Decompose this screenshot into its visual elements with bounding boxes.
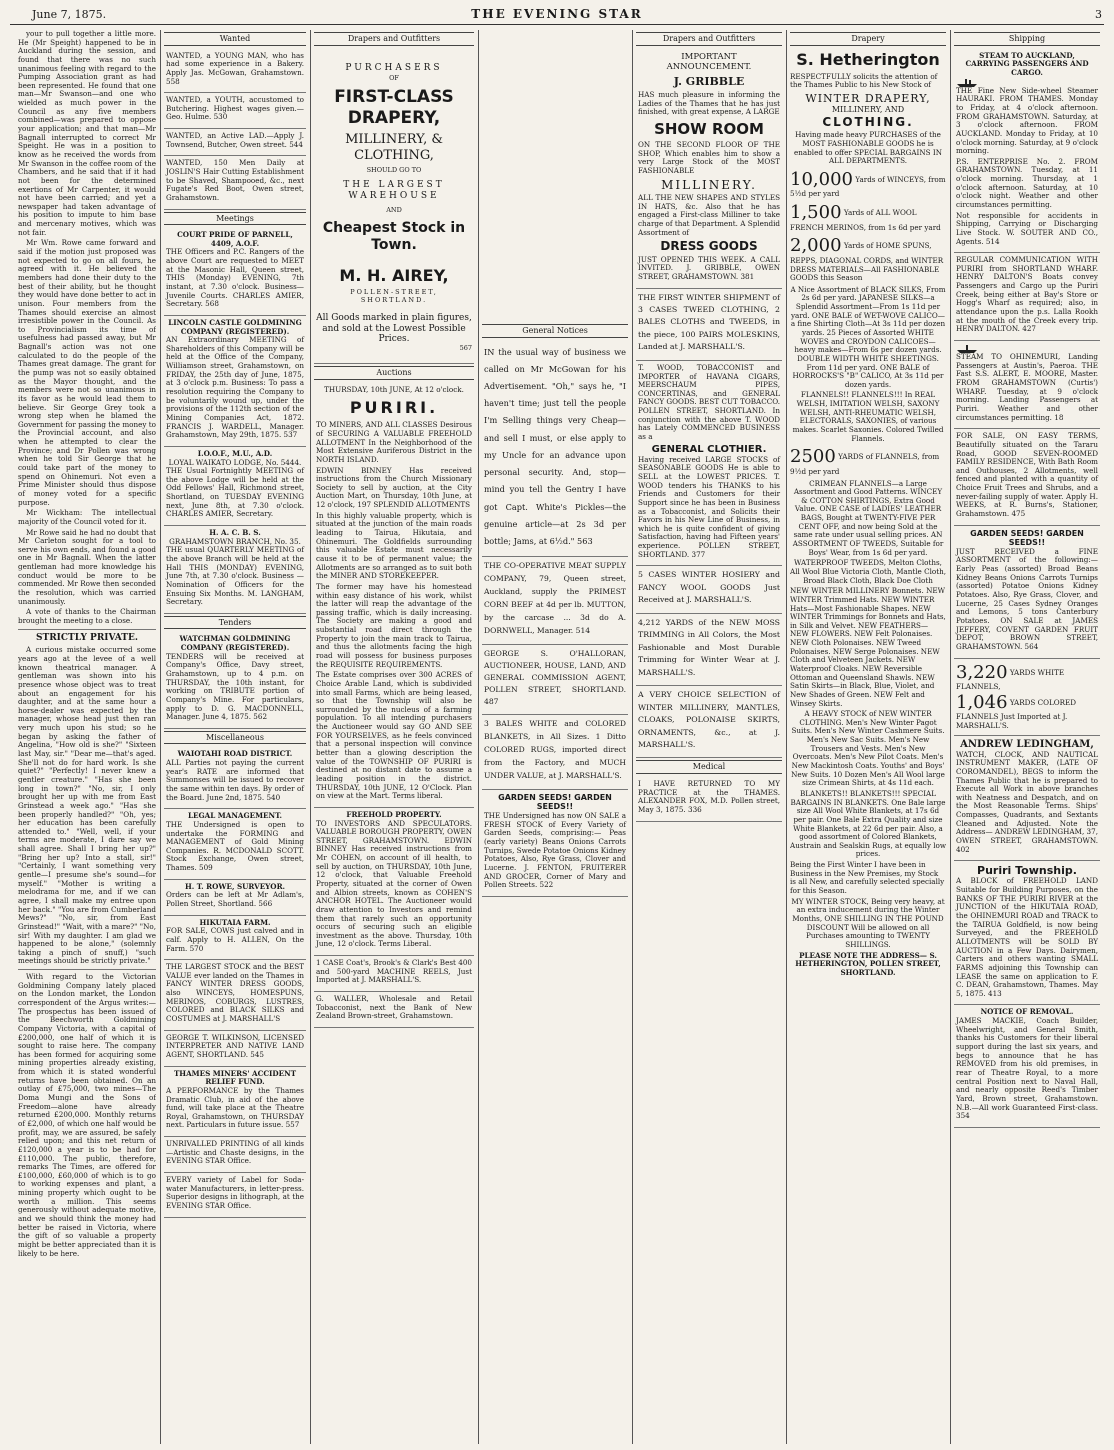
auction-notice — [314, 808, 474, 956]
notice-text: THE CO-OPERATIVE MEAT SUPPLY COMPANY, 79, Queen street, Auckland, supply the PRIMEST CORN BEEF at 4d per lb. MUTTON, by the carcase ... 3d do A. DORNWELL, Manager. 514 — [484, 561, 626, 635]
column-rule — [786, 30, 787, 1444]
yardage-text: Yards of ALL WOOL FRENCH MERINOS, from 1s 6d per yard — [790, 207, 941, 232]
notice-heading: GARDEN SEEDS! GARDEN SEEDS!! — [970, 528, 1084, 548]
auctioneer-card — [482, 645, 628, 716]
auction-heading: FREEHOLD PROPERTY. — [346, 809, 442, 819]
ad-text: HAS much pleasure in informing the Ladies of the Thames that he has just finished, with great expense, A LARGE — [638, 90, 780, 117]
auction-text: TO MINERS, AND ALL CLASSES Desirous of SECURING A VALUABLE FREEHOLD ALLOTMENT In the Neighborhood of the Most Extensive Auriferous District in the NORTH ISLAND. — [316, 420, 472, 464]
meat-supply-notice — [482, 557, 628, 644]
article-paragraph: Mr Rowe said he had no doubt that Mr Carleton sought for a tool to serve his own ends, and found a good one in Mr Bagnall. When the latter gentleman had more knowledge his conduct would be more to be commended. Mr Rowe then seconded the resolution, which was carried unanimously. — [18, 527, 156, 606]
marshall-hosiery-ad — [636, 566, 782, 613]
notice-text: A BLOCK of FREEHOLD LAND Suitable for Building Purposes, on the BANKS OF THE PURIRI RIVER at the JUNCTION of the HIKUTAIA ROAD, the OHINEMURI ROAD and TRACK to the TAIRUA Goldfield, is now being Surveyed, and the FREEHOLD ALLOTMENTS will be SOLD BY AUCTION in a Few Days. Dairymen, Carters and others wanting SMALL FARMS adjoining this Township can LEASE the same on application to F. C. DEAN, Grahamstown, Thames. May 5, 1875. 413 — [956, 876, 1098, 998]
yardage-number: 1,500 — [790, 202, 842, 224]
auction-text: EDWIN BINNEY Has received instructions from the Church Missionary Society to sell by auction, at the City Auction Mart, on Thursday, 10th June, at 12 o'clock, 197 SPLENDID ALLOTMENTS — [316, 465, 472, 510]
ad-text: MY WINTER STOCK, Being very heavy, at an extra inducement during the Winter Months, ONE SHILLING IN THE POUND DISCOUNT Will be allowed on all Purchases amounting to TWENTY SHILLINGS. — [791, 896, 945, 949]
ledingham-notice — [954, 736, 1100, 862]
property-sale-notice — [954, 429, 1100, 525]
ad-text: BLANKETS!! BLANKETS!!! SPECIAL BARGAINS IN BLANKETS. One Bale large size All Wool White Blankets, at 17s 6d per pair. One Bale Extra Quality and size White Blankets, at 22 6d per pair. Also, a good assortment of Colored Blankets, Austrain and Sealskin Rugs, at equally low prices. — [790, 788, 946, 859]
meeting-notice — [164, 228, 306, 316]
announcement-heading: IMPORTANT ANNOUNCEMENT. — [666, 51, 752, 72]
notice-text: UNRIVALLED PRINTING of all kinds —Artistic and Chaste designs, in the EVENING STAR Office. — [166, 1139, 304, 1166]
misc-notice — [164, 916, 306, 961]
marshall-ad — [314, 956, 474, 992]
ad-text: WANTED, a YOUTH, accustomed to Butchering. Highest wages given.—Geo. Hulme. 530 — [166, 95, 304, 122]
notice-subheading: LOYAL WAIKATO LODGE, No. 5444. — [168, 457, 302, 467]
notice-heading: GARDEN SEEDS! GARDEN SEEDS!! — [498, 792, 612, 812]
meeting-notice — [164, 526, 306, 614]
yardage-number: 3,220 — [956, 661, 1008, 683]
column-rule — [160, 30, 161, 1444]
auction-text: The Estate comprises over 300 ACRES of Choice Arable Land, which is subdivided into small Farms, which are being leased, so that the Township will also be surrounded by the nucleus of a farming population. To all intending purchasers the Auctioneer would say GO AND SEE FOR YOURSELVES, as he feels convinced that a personal inspection will convince better than a glowing description the value of the TOWNSHIP OF PURIRI is destined at no distant date to assume a leading position in the district. THURSDAY, 10th JUNE, 12 O'Clock. Plan on view at the Mart. Terms liberal. — [316, 670, 472, 801]
ad-number: 567 — [459, 344, 472, 353]
ad-text: ALL THE NEW SHAPES AND STYLES IN HATS, &c. Also that he has engaged a First-class Milliner to take charge of that Department. A Splendid Assortment of — [638, 193, 780, 237]
section-header-drapers: Drapers and Outfitters — [636, 32, 782, 46]
yardage-text: YARDS WHITE FLANNELS, — [956, 667, 1065, 692]
notice-text: 3 BALES WHITE and COLORED BLANKETS, in All Sizes. 1 Ditto COLORED RUGS, imported direct from the Factory, and MUCH UNDER VALUE, at J. MARSHALL'S. — [484, 719, 626, 780]
notice-text: FOR SALE, ON EASY TERMS, Beautifully situated on the Tararu Road, GOOD SEVEN-ROOMED FAMILY RESIDENCE, With Bath Room and Outhouses, 2 Allotments, well fenced and planted with a quantity of Choice Fruit Trees and Shrubs, and a never-failing supply of water. Apply H. WEEKS, at R. Burns's, Stationer, Grahamstown. 475 — [956, 431, 1098, 518]
notice-subheading: GRAHAMSTOWN BRANCH, No. 35. — [169, 536, 301, 546]
yardage-number: 10,000 — [790, 168, 853, 190]
yardage-text: Yards of WINCEYS, from 5½d per yard — [790, 174, 946, 199]
marshall-trimming-ad — [636, 614, 782, 686]
drapery-column — [790, 30, 946, 1444]
article-paragraph: Mr Wickham: The intellectual majority of the Council voted for it. — [18, 508, 156, 526]
millinery-clothing-heading: MILLINERY, & CLOTHING, — [345, 131, 443, 163]
and-text: AND — [386, 205, 402, 214]
ad-text: THE FIRST WINTER SHIPMENT of 3 CASES TWEED CLOTHING, 2 BALES CLOTHS and TWEEDS, in the piece, 100 PAIRS MOLESKINS, Landed at J. MARSHALL'S. — [638, 292, 780, 352]
column-rule — [950, 30, 951, 1444]
misc-notice — [164, 1031, 306, 1067]
wood-advertisement — [636, 361, 782, 566]
news-column — [18, 30, 156, 1444]
notice-text: A PERFORMANCE by the Thames Dramatic Club, in aid of the above fund, will take place at the Theatre Royal, Grahamstown, on THURSDAY next. Particulars in future issue. 557 — [166, 1085, 304, 1130]
auction-title: PURIRI. — [349, 398, 439, 418]
merchant-name: ANDREW LEDINGHAM, — [960, 738, 1094, 750]
notice-text: THE Undersigned is open to undertake the FORMING and MANAGEMENT of Gold Mining Companies. R. MCDONALD SCOTT. Stock Exchange, Owen street, Thames. 509 — [166, 819, 304, 873]
boat-notice — [954, 253, 1100, 341]
section-header-miscellaneous: Miscellaneous — [164, 731, 306, 745]
medical-notice — [636, 777, 782, 822]
merchant-address: POLLEN-STREET, SHORTLAND. — [350, 288, 438, 304]
issue-date: June 7, 1875. — [32, 8, 107, 21]
notice-text: REGULAR COMMUNICATION WITH PURIRI from SHORTLAND WHARF. HENRY DALTON'S Boats convey Passengers and Cargo up the Puriri Creek, being either at Bay's Store or Hogg's Wharf as required; also, in attendance upon the p.s. Lalla Rookh at the mouth of the Creek every trip. HENRY DALTON. 427 — [956, 255, 1098, 334]
of-text: OF — [389, 74, 399, 83]
drapers-column — [636, 30, 782, 1444]
shipping-column — [954, 30, 1100, 1444]
classified-ad — [164, 129, 306, 156]
ad-text: G. WALLER, Wholesale and Retail Tobacconist, next the Bank of New Zealand Brown-street, Grahamstown. — [316, 994, 472, 1021]
yardage-text: YARDS COLORED FLANNELS Just Imported at J. MARSHALL'S. — [956, 697, 1077, 730]
notice-heading: LEGAL MANAGEMENT. — [187, 811, 283, 821]
page-header — [10, 4, 1104, 25]
notice-heading: I.O.O.F., M.U., A.D. — [197, 448, 273, 458]
gribble-advertisement — [636, 49, 782, 289]
column-rule — [632, 30, 633, 1444]
yardage-line — [790, 202, 946, 232]
notice-text: GEORGE S. O'HALLORAN, AUCTIONEER, HOUSE, LAND, AND GENERAL COMMISSION AGENT, POLLEN STREET, SHORTLAND. 487 — [484, 648, 626, 707]
notice-text: JUST RECEIVED a FINE ASSORTMENT of the following:— Early Peas (assorted) Broad Beans Kidney Beans Onions Carrots Turnips (assorted) Potatoe Onions Kidney Potatoes. Also, Rye Grass, Clover, and Lucerne, 25 Cases Sydney Oranges and Lemons, 5 tons Canterbury Potatoes. ON SALE at JAMES JEFFERY, COVENT GARDEN FRUIT DEPOT, BROWN STREET, GRAHAMSTOWN. 564 — [956, 546, 1098, 651]
auction-date: THURSDAY, 10th JUNE, At 12 o'clock. — [324, 384, 464, 394]
ad-text: 5 CASES WINTER HOSIERY and FANCY WOOL GOODS Just Received at J. MARSHALL'S. — [638, 570, 780, 605]
ad-text: A Nice Assortment of BLACK SILKS, From 2s 6d per yard. JAPANESE SILKS—a Splendid Assortment—From 1s 11d per yard. ONE BALE of WET-WOVE CALICO—a fine Shirting Cloth—At 3s 11d per dozen yards. 25 Pieces of Assorted WHITE WOVES and CROYDON CALICOES—heavy makes—From 6s per dozen yards. DOUBLE WIDTH WHITE SHEETINGS. From 11d per yard. ONE BALE of HORROCKS'S "B" CALICO, At 3s 11d per dozen yards. — [790, 284, 946, 389]
ad-text: JUST OPENED THIS WEEK. A CALL INVITED. J. GRIBBLE, OWEN STREET, GRAHAMSTOWN. 381 — [638, 254, 780, 281]
column-rule — [478, 30, 479, 1444]
merchant-name: J. GRIBBLE — [673, 74, 745, 88]
yardage-number: 2500 — [790, 446, 836, 468]
section-header-meetings: Meetings — [164, 212, 306, 226]
yardage-line — [790, 446, 946, 476]
yardage-line — [956, 662, 1098, 692]
article-paragraph: Mr Wm. Rowe came forward and said if the motion just proposed was not expected to go on all fours, he agreed with it. He believed the members had done their duty to the best of their ability, but he thought they would have done better to act in unison. Four members from the Thames should exercise an almost irresistible power in the Council. As to Provincialism its time of usefulness had passed away, but Mr Bagnall's action was not one calculated to do the people of the Thames great damage. The grant for the pump was not so easily obtained as the Mayor thought, and the members were not so unanimous in its favor as he would lead them to believe. Sir George Grey took a wrong step when he blamed the Government for passing the money to the Provincial account, and also when he attempted to clear the Province; and Dr Pollen was wrong when he told Sir George that he could take part of the money to spend on Ohinemuri. Not even a Prime Minister should thus dispose of money voted for a specific purpose. — [18, 238, 156, 507]
section-header-general-notices: General Notices — [482, 324, 628, 338]
notice-heading: HIKUTAIA FARM. — [199, 917, 271, 927]
misc-notice — [164, 880, 306, 916]
notice-text: THE Undersigned has now ON SALE a FRESH STOCK of Every Variety of Garden Seeds, comprising:— Peas (early variety) Beans Onions Carrots Turnips, Swede Potatoe Onions Kidney Potatoes, Also, Rye Grass, Clover and Lucerne. J. FENTON, FRUITERER AND GROCER, Corner of Mary and Pollen Streets. 522 — [484, 811, 626, 890]
misc-notice — [164, 747, 306, 809]
ad-text: Being the First Winter I have been in Business in the New Premises, my Stock is all New, and carefully selected specially for this Season. — [790, 860, 945, 896]
steamer-notice — [954, 49, 1100, 254]
notice-heading: NOTICE OF REMOVAL. — [980, 1007, 1074, 1017]
notice-text: FOR SALE, COWS just calved and in calf. Apply to H. ALLEN, On the Farm. 570 — [166, 926, 304, 953]
puriri-township-notice — [954, 861, 1100, 1005]
yardage-line — [790, 235, 946, 283]
notice-text: Orders can be left at Mr Adlam's, Pollen Street, Shortland. 566 — [166, 890, 304, 908]
notice-text: P.S. ENTERPRISE No. 2. FROM GRAHAMSTOWN. Tuesday, at 11 o'clock morning. Thursday, at 1 o'clock afternoon. Saturday, at 10 o'clock night. Weather and other circumstances permitting. — [956, 156, 1098, 209]
column-rule — [310, 30, 311, 1444]
section-header-wanted: Wanted — [164, 32, 306, 46]
mcgowan-notice — [482, 341, 628, 558]
misc-notice — [164, 1173, 306, 1218]
notice-heading: H. A. C. B. S. — [209, 528, 261, 538]
ad-text: CRIMEAN FLANNELS—a Large Assortment and Good Patterns. WINCEY & COTTON SHIRTINGS, Extra Good Value. ONE CASE of LADIES' LEATHER BAGS, Bought at TWENTY-FIVE PER CENT OFF, and now being Sold at the same rate under usual selling prices. AN ASSORTMENT OF TWEEDS, Suitable for Boys' Wear, from 1s 6d per yard. — [792, 478, 944, 557]
ad-text: Having received LARGE STOCKS of SEASONABLE GOODS He is able to SELL at the LOWEST PRICES. T. WOOD tenders his THANKS to his Friends and Customers for their Support since he has been in Business as a Tobacconist, and Solicits their Favors in his New Line of Business, in which he is quite confident of giving Satisfaction, having had Fifteen years' experience. POLLEN STREET, SHORTLAND. 377 — [638, 454, 780, 559]
notice-heading: H. T. ROWE, SURVEYOR. — [184, 881, 286, 891]
ad-text: A HEAVY STOCK of NEW WINTER CLOTHING. Men's New Winter Pagot Suits. Men's New Winter Cashmere Suits. Men's New Sac Suits. Men's New Trousers and Vests. Men's New Overcoats. Men's New Pilot Coats. Men's New Mackintosh Coats. Youths' and Boys' New Suits. 10 Dozen Men's All Wool large size Crimean Shirts, at 4s 11d each. — [791, 709, 945, 788]
notice-heading: COURT PRIDE OF PARNELL, 4409, A.O.F. — [177, 230, 293, 248]
auction-text: TO INVESTORS AND SPECULATORS. VALUABLE BOROUGH PROPERTY, OWEN STREET, GRAHAMSTOWN. EDWIN BINNEY Has received instructions from Mr COHEN, on account of ill health, to sell by auction, on THURSDAY, 10th June, 12 o'clock, that Valuable Freehold Property, situated at the corner of Owen and Albion streets, known as COHEN'S ANCHOR HOTEL. The Auctioneer would draw attention to Investors and remind them that rarely such an opportunity occurs of securing such an eligible investment as the above. Thursday, 10th June, 12 o'clock. Terms Liberal. — [316, 818, 472, 949]
notice-text: ALL Parties not paying the current year's RATE are informed that Summonses will be issued to recover the same within ten days. By order of the Board. June 2nd, 1875. 540 — [166, 758, 304, 802]
ad-text: 4,212 YARDS of the NEW MOSS TRIMMING in All Colors, the Most Fashionable and Most Durable Trimming for Winter Wear at J. MARSHALL'S. — [638, 617, 780, 677]
article-paragraph: your to pull together a little more. He (Mr Speight) happened to be in Auckland during the session, and found that there was no such unanimous feeling with regard to the Pumping Association grant as had been represented. He found that one man—Mr Swanson—and one who wielded as much power in the Council as any five members combined—was prepared to oppose your application; and that man—Mr Bagnall interrupted to correct Mr Speight. He was in a position to know as he received the words from Mr Swanson in the coffee room of the Chambers, and he said that if it had not been for the determined exertions of Mr Carpenter, it would not have been carried; and yet a newspaper had taken advantage of his position to impute to him base and mercenary motives, which was not fair. — [18, 30, 156, 237]
removal-notice — [954, 1005, 1100, 1127]
auction-text: In this highly valuable property, which is situated at the junction of the main roads leading to Tairua, Hikutaia, and Ohinemuri. The Goldfields surrounding this valuable Estate must necessarily cause it to be of permanent value; the Allotments are so arranged as to suit both the MINER AND STOREKEEPER. — [316, 510, 472, 581]
notice-text: EVERY variety of Label for Soda-water Manufacturers, in letter-press. Superior designs in lithograph, at the EVENING STAR Office. — [166, 1175, 304, 1210]
divider — [18, 629, 156, 630]
meeting-notice — [164, 447, 306, 526]
ad-text: Having made heavy PURCHASES of the MOST FASHIONABLE GOODS he is enabled to offer SPECIAL BARGAINS IN ALL DEPARTMENTS. — [794, 130, 942, 166]
ad-text: RESPECTFULLY solicits the attention of the Thames Public to his New Stock of — [790, 71, 938, 90]
auctions-column — [314, 30, 474, 1444]
dress-goods-heading: DRESS GOODS — [660, 239, 758, 254]
merchant-name: M. H. AIREY, — [339, 265, 449, 285]
marshall-shipment-ad — [636, 289, 782, 361]
clothier-heading: GENERAL CLOTHIER. — [651, 443, 767, 455]
goods-notice: All Goods marked in plain figures, and sold at the Lowest Possible Prices. — [316, 312, 472, 345]
notice-text: WATCH, CLOCK, AND NAUTICAL INSTRUMENT MAKER, (LATE OF COROMANDEL), BEGS to inform the Thames Public that he is prepared to Execute all Work in above branches with Neatness and Despatch, and on the Most Reasonable Terms. Ships' Compasses, Quadrants, and Sextants Cleaned and Adjusted. Note the Address— ANDREW LEDINGHAM, 37, OWEN STREET, GRAHAMSTOWN. 402 — [956, 749, 1098, 854]
misc-notice — [164, 960, 306, 1030]
notice-text: THE Fine New Side-wheel Steamer HAURAKI. FROM THAMES. Monday to Friday, at 4 o'clock afternoon. FROM GRAHAMSTOWN. Saturday, at 3 o'clock afternoon. FROM AUCKLAND. Monday to Friday, at 10 o'clock morning. Saturday, at 9 o'clock morning. — [956, 85, 1098, 156]
millinery-and-heading: MILLINERY, AND — [831, 105, 905, 115]
misc-notice — [164, 1067, 306, 1137]
section-header-shipping: Shipping — [954, 32, 1100, 46]
classifieds-column — [164, 30, 306, 1444]
section-header-tenders: Tenders — [164, 616, 306, 630]
ad-text: I HAVE RETURNED TO MY PRACTICE at the THAMES. ALEXANDER FOX, M.D. Pollen street, May 3, 1875. 336 — [638, 779, 780, 814]
ad-text: WANTED, a YOUNG MAN, who has had some experience in a Bakery. Apply Jas. McGowan, Grahamstown. 558 — [166, 50, 304, 86]
garden-seeds-notice — [482, 790, 628, 897]
clothing-heading: CLOTHING. — [822, 114, 914, 129]
flannels-notice — [954, 659, 1100, 736]
classified-ad — [164, 156, 306, 209]
should-go-to: SHOULD GO TO — [366, 166, 422, 175]
classified-ad — [164, 49, 306, 94]
ad-text: FLANNELS!! FLANNELS!!! In REAL WELSH, IMITATION WELSH, SAXONY WELSH, ANTI-RHEUMATIC WELSH, ELECTORALS, SAXONIES, of various makes. Scarlet Saxonies. Colored Twilled Flannels. — [792, 390, 944, 443]
meeting-notice — [164, 316, 306, 447]
page-number: 3 — [1095, 8, 1102, 21]
section-header-medical: Medical — [636, 760, 782, 774]
notice-heading: Puriri Township. — [977, 864, 1077, 878]
airey-advertisement — [314, 49, 474, 364]
notice-text: THE usual QUARTERLY MEETING of the above Branch will be held at the Hall THIS (MONDAY) EVENING, June 7th, at 7.30 o'clock. Business — Nomination of Officers for the Ensuing Six Months. M. LANGHAM, Secretary. — [166, 545, 304, 607]
masthead: THE EVENING STAR — [471, 7, 643, 21]
cheapest-stock: Cheapest Stock in Town. — [322, 220, 466, 254]
first-class-drapery-heading: FIRST-CLASS DRAPERY, — [334, 87, 454, 128]
classified-ad — [164, 93, 306, 129]
ad-text: NEW WINTER MILLINERY Bonnets. NEW WINTER Trimmed Hats. NEW WINTER Hats—Most Fashionable Shapes. NEW WINTER Trimmings for Bonnets and Hats, in Silk and Velvet. NEW FEATHERS—NEW FLOWERS. NEW Felt Polonaises. NEW Cloth Polonaises. NEW Tweed Polonaises. NEW Serge Polonaises. NEW Cloth and Velveteen Jackets. NEW Waterproof Cloaks. NEW Reversible Ottoman and Queensland Shawls. NEW Satin Skirts—in Black, Blue, Violet, and New Shades of Green. NEW Felt and Winsey Skirts. — [790, 586, 946, 708]
yardage-line — [956, 692, 1098, 731]
notice-text: TENDERS will be received at Company's Office, Davy street, Grahamstown, up to 4 p.m. on THURSDAY, the 10th instant, for working on TRIBUTE portion of Company's Mine. For particulars, apply to D. G. MACDONNELL, Manager. June 4, 1875. 562 — [166, 651, 304, 722]
purchasers-heading: PURCHASERS — [345, 62, 443, 73]
yardage-number: 2,000 — [790, 235, 842, 257]
waller-ad — [314, 992, 474, 1028]
ad-text: WANTED, an Active LAD.—Apply J. Townsend, Butcher, Owen street. 544 — [166, 131, 304, 149]
notice-heading: WATCHMAN GOLDMINING COMPANY (REGISTERED). — [179, 634, 291, 653]
article-title: STRICTLY PRIVATE. — [36, 632, 138, 643]
notice-heading: STEAM TO AUCKLAND, CARRYING PASSENGERS AND CARGO. — [965, 50, 1089, 77]
notice-text: GEORGE T. WILKINSON, LICENSED INTERPRETER AND NATIVE LAND AGENT, SHORTLAND. 545 — [166, 1032, 304, 1059]
notice-text: AN Extraordinary MEETING of Shareholders of this Company will be held at the Office of the Company, Williamson street, Grahamstown, on FRIDAY, the 25th day of June, 1875, at 3 o'clock p.m. Business: To pass a resolution requiring the Company to be voluntarily wound up, under the provisions of the 112th section of the Mining Companies Act, 1872. FRANCIS J. WARDELL, Manager. Grahamstown, May 29th, 1875. 537 — [166, 335, 304, 440]
yardage-number: 1,046 — [956, 691, 1008, 713]
largest-warehouse: THE LARGEST WAREHOUSE — [343, 179, 445, 201]
ad-text: PLEASE NOTE THE ADDRESS— S. HETHERINGTON, POLLEN STREET, SHORTLAND. — [795, 950, 941, 977]
ad-text: 1 CASE Coat's, Brook's & Clark's Best 400 and 500-yard MACHINE REELS, Just Imported at J. MARSHALL'S. — [316, 958, 472, 985]
section-header-auctions: Auctions — [314, 366, 474, 380]
yardage-text: YARDS of FLANNELS, from 9½d per yard — [790, 452, 940, 476]
article-paragraph: With regard to the Victorian Goldmining Company lately placed on the London market, the London correspondent of the Argus writes:—The prospectus has been issued of the Beechworth Goldmining Company Victoria, with a capital of £200,000, one half of which it is sought to raise here. The company has been formed for acquiring some mining properties already existing, from which it is stated wonderful returns have been obtained. On an outlay of £75,000, two mines—The Doma Mungi and the Sons of Freedom—alone have already returned £200,000. Monthly returns of £2,000, of which one half would be profit, may, we are assured, be safely relied upon; and this net return of £120,000 a year is to be had for £110,000. The public, therefore, remarks The Times, are offered for £100,000, £60,000 of which is to go to working expenses and plant, a mining property which ought to be worth a million. This seems generously without adequate motive, and we should think the money had better be raised in Victoria, where the gift of so valuable a property might be better appreciated than it is likely to be here. — [18, 972, 156, 1258]
general-notices-column — [482, 322, 628, 1444]
marshall-millinery-ad — [636, 686, 782, 758]
notice-text: JAMES MACKIE, Coach Builder, Wheelwright, and General Smith, thanks his Customers for their liberal support during the last six years, and begs to announce that he has REMOVED from his old premises, in rear of Theatre Royal, to a more central Position next to Naval Hall, and nearly opposite Reed's Timber Yard, Brown street, Grahamstown. N.B.—All work Guaranteed First-class. 354 — [956, 1016, 1098, 1121]
auction-text: The former may have his homestead within easy distance of his work, whilst the latter will reap the advantage of the passing traffic, which is daily increasing. The Society are making a good and substantial road direct through the Property to join the main track to Tairua, and thus the allotments facing the high road will possess for business purposes the REQUISITE REQUIREMENTS. — [316, 581, 472, 669]
garden-seeds-notice — [954, 526, 1100, 659]
notice-heading: THAMES MINERS' ACCIDENT RELIEF FUND. — [173, 1068, 297, 1087]
notice-text: STEAM TO OHINEMURI, Landing Passengers at Austin's, Paeroa. THE Fast S.S. ALERT, E. MOORE, Master. FROM GRAHAMSTOWN (Curtis') WHARF. Tuesday, at 9 o'clock morning. Landing Passengers at Puriri. Weather and other circumstances permitting. 18 — [956, 352, 1098, 422]
auction-notice — [314, 383, 474, 808]
section-header-drapers: Drapers and Outfitters — [314, 32, 474, 46]
notice-heading: LINCOLN CASTLE GOLDMINING COMPANY (REGISTERED). — [168, 317, 302, 336]
tender-notice — [164, 632, 306, 728]
steamer-notice — [954, 341, 1100, 429]
show-room-heading: SHOW ROOM — [654, 120, 764, 139]
yardage-text: Yards of HOME SPUNS, REPPS, DIAGONAL CORDS, and WINTER DRESS MATERIALS—All FASHIONABLE GOODS this Season — [790, 241, 944, 283]
notice-text: THE Usual Fortnightly MEETING of the above Lodge will be held at the Odd Fellows' Hall, Richmond street, Shortland, on TUESDAY EVENING next, June 8th, at 7.30 o'clock. CHARLES AMIER, Secretary. — [166, 466, 304, 519]
misc-notice — [164, 809, 306, 879]
winter-drapery-heading: WINTER DRAPERY, — [805, 92, 931, 106]
notice-text: THE Officers and P.C. Rangers of the above Court are requested to MEET at the Masonic Hall, Queen street, THIS (Monday) EVENING, 7th instant, at 7.30 o'clock. Business—Juvenile Courts. CHARLES AMIER, Secretary. 568 — [166, 247, 304, 309]
article-paragraph: A vote of thanks to the Chairman brought the meeting to a close. — [18, 607, 156, 625]
ad-text: A VERY CHOICE SELECTION of WINTER MILLINERY, MANTLES, CLOAKS, POLONAISE SKIRTS, ORNAMENTS, &c., at J. MARSHALL'S. — [638, 690, 780, 749]
notice-text: Not responsible for accidents in Shipping, Carrying or Discharging Live Stock. W. SOUTER AND CO., Agents. 514 — [956, 210, 1098, 246]
merchant-name: S. Hetherington — [796, 49, 940, 69]
section-header-drapery: Drapery — [790, 32, 946, 46]
notice-heading: WAIOTAHI ROAD DISTRICT. — [177, 749, 293, 759]
yardage-line — [790, 169, 946, 199]
divider — [18, 969, 156, 970]
ad-text: WANTED, 150 Men Daily at JOSLIN'S Hair Cutting Establishment to be Shaved, Shampooed, &c., next Fugate's Red Boot, Owen street, Grahamstown. — [166, 158, 304, 202]
article-paragraph: A curious mistake occurred some years ago at the levee of a well known theatrical manager. A gentleman was shown into his presence whose object was to treat about an engagement for his daughter, and at the same hour a horse-dealer was expected by the manager, whose head just then ran very much upon his stud; so he began by asking the father of Angelina, "How old is she?" "Sixteen last May, sir." "Dear me—that's aged. She'll not do for hard work. Is she quiet?" "Perfectly! I never knew a gentler creature." "Has she been long in town?" "No, sir, I only brought her up with me from East Grinstead a week ago." "Has she been properly handled?" "Oh, yes; her education has been carefully attended to." "Well, well, if your terms are moderate, I dare say we shall agree. Shall I bring her up?" "Bring her up? Into a stall, sir!" "Certainly, I want something very gentle—I presume she's sound—for myself." "Mother is writing a melodrama for me, and if we can agree, I shall make my entree upon her back." "You are from Cumberland Mews?" "No, sir, from East Grinstead!" "Wait, with a mare?" "No, sir! With my daughter. I am glad we happened to be alone," (solemnly taking a pinch of snuff,) "such meetings should be strictly private." — [18, 645, 156, 966]
ad-text: WATERPROOF TWEEDS, Melton Cloths, All Wool Blue Victoria Cloth, Mantle Cloth, Broad Black Cloth, Black Doe Cloth — [790, 558, 946, 585]
millinery-heading: MILLINERY. — [661, 177, 757, 192]
notice-text: THE LARGEST STOCK and the BEST VALUE ever landed on the Thames in FANCY WINTER DRESS GOODS, also WINCEYS, HOMESPUNS, MERINOS, COBURGS, LUSTRES, COLORED and BLACK SILKS and COSTUMES at J. MARSHALL'S — [166, 962, 304, 1024]
ad-text: ON THE SECOND FLOOR OF THE SHOP, Which enables him to show a very Large Stock of the MOST FASHIONABLE — [638, 140, 780, 175]
ad-text: T. WOOD, TOBACCONIST and IMPORTER of HAVANA CIGARS, MEERSCHAUM PIPES, CONCERTINAS, and GENERAL FANCY GOODS. BEST CUT TOBACCO. POLLEN STREET, SHORTLAND. In conjunction with the above T. WOOD has Lately COMMENCED BUSINESS as a — [638, 362, 780, 442]
notice-text: IN the usual way of business we called on Mr McGowan for his Advertisement. "Oh," says he, "I haven't time; just tell the people I'm Selling things very Cheap—and sell I must, or else apply to my Uncle for an advance upon personal security. And, stop—mind you tell the Gentry I have got Capt. White's Pickles—the genuine article—at 2s 3d per bottle; Jams, at 6½d." 563 — [484, 346, 626, 546]
blankets-notice — [482, 715, 628, 790]
misc-notice — [164, 1137, 306, 1173]
